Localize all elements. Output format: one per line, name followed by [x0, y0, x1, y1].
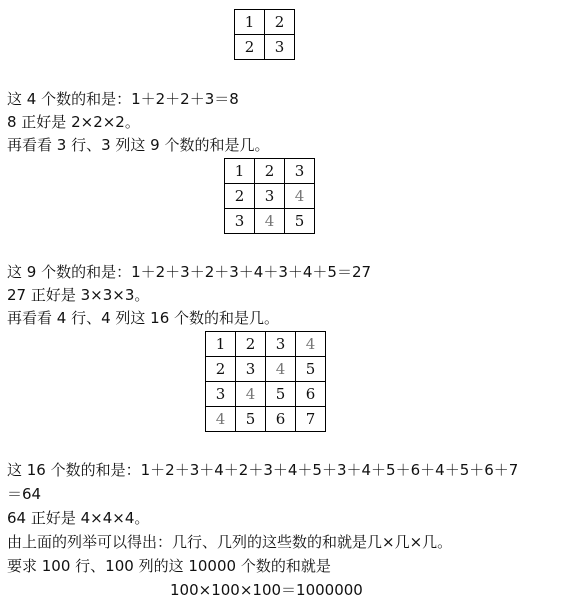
grid-cell: 4 [296, 332, 326, 357]
conclusion-line: 由上面的列举可以得出：几行、几列的这些数的和就是几×几×几。 [7, 533, 453, 551]
prompt-line-2: 再看看 4 行、4 列这 16 个数的和是几。 [7, 309, 280, 327]
grid-2x2 [234, 9, 295, 60]
grid-cell: 3 [266, 332, 296, 357]
grid-cell: 1 [225, 159, 255, 184]
grid-cell: 4 [236, 382, 266, 407]
grid-cell: 3 [236, 357, 266, 382]
final-answer: 100×100×100＝1000000 [170, 581, 363, 599]
question-line: 要求 100 行、100 列的这 10000 个数的和就是 [7, 557, 331, 575]
sum-line-1: 这 4 个数的和是：1＋2＋2＋3＝8 [7, 90, 239, 108]
grid-cell: 2 [236, 332, 266, 357]
grid-cell: 3 [225, 209, 255, 234]
grid-3x3 [224, 158, 315, 234]
grid-cell: 1 [206, 332, 236, 357]
grid-cell: 4 [206, 407, 236, 432]
grid-cell: 6 [296, 382, 326, 407]
grid-cell: 4 [285, 184, 315, 209]
result-line-1: 8 正好是 2×2×2。 [7, 113, 140, 131]
grid-cell: 4 [266, 357, 296, 382]
grid-4x4 [205, 331, 326, 432]
grid-cell: 2 [206, 357, 236, 382]
grid-cell: 5 [236, 407, 266, 432]
grid-cell: 2 [265, 10, 295, 35]
grid-cell: 5 [285, 209, 315, 234]
prompt-line-1: 再看看 3 行、3 列这 9 个数的和是几。 [7, 136, 270, 154]
grid-cell: 5 [266, 382, 296, 407]
grid-cell: 2 [225, 184, 255, 209]
grid-cell: 2 [235, 35, 265, 60]
grid-cell: 3 [206, 382, 236, 407]
grid-cell: 1 [235, 10, 265, 35]
sum-line-3: 这 16 个数的和是：1＋2＋3＋4＋2＋3＋4＋5＋3＋4＋5＋6＋4＋5＋6＋7 [7, 461, 519, 479]
result-line-3: 64 正好是 4×4×4。 [7, 509, 150, 527]
sum-line-3-result: ＝64 [7, 485, 42, 503]
sum-line-2: 这 9 个数的和是：1＋2＋3＋2＋3＋4＋3＋4＋5＝27 [7, 263, 372, 281]
grid-cell: 4 [255, 209, 285, 234]
grid-cell: 5 [296, 357, 326, 382]
grid-cell: 3 [285, 159, 315, 184]
grid-cell: 3 [265, 35, 295, 60]
result-line-2: 27 正好是 3×3×3。 [7, 286, 150, 304]
grid-cell: 7 [296, 407, 326, 432]
grid-cell: 3 [255, 184, 285, 209]
grid-cell: 2 [255, 159, 285, 184]
grid-cell: 6 [266, 407, 296, 432]
